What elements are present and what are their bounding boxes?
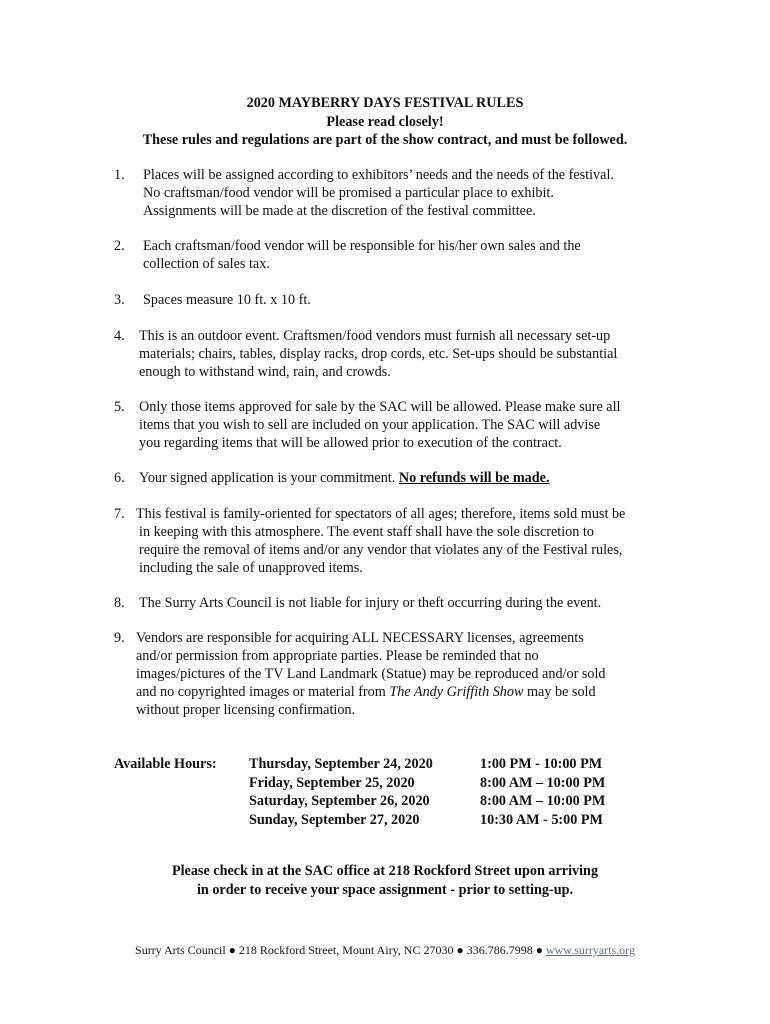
rule-number: 9.	[114, 630, 125, 646]
rule-number: 8.	[114, 595, 125, 611]
rule-line: without proper licensing confirmation.	[136, 702, 356, 718]
rule-line: you regarding items that will be allowed prior to execution of the contract.	[139, 435, 562, 451]
rule-line: No craftsman/food vendor will be promised a particular place to exhibit.	[143, 185, 554, 201]
website-link[interactable]: www.surryarts.org	[545, 943, 635, 957]
rule-line	[136, 683, 606, 701]
footer-contact: Surry Arts Council ● 218 Rockford Street, Mount Airy, NC 27030 ● 336.786.7998 ●	[135, 943, 546, 957]
rule-line: collection of sales tax.	[143, 256, 270, 272]
hours-day: Friday, September 25, 2020	[249, 774, 415, 791]
rule-line: in keeping with this atmosphere. The event staff shall have the sole discretion to	[139, 524, 594, 540]
rule-line: enough to withstand wind, rain, and crowds.	[139, 364, 391, 380]
rule-number: 3.	[114, 292, 125, 308]
contract-note: These rules and regulations are part of the show contract, and must be followed.	[142, 132, 628, 148]
hours-time: 8:00 AM – 10:00 PM	[480, 774, 606, 791]
rule-line: This is an outdoor event. Craftsmen/food vendors must furnish all necessary set-up	[139, 328, 611, 344]
rule-line: require the removal of items and/or any vendor that violates any of the Festival rules,	[139, 542, 623, 558]
hours-time: 1:00 PM - 10:00 PM	[480, 756, 603, 772]
checkin-notice	[0, 862, 770, 899]
rule-line: Spaces measure 10 ft. x 10 ft.	[143, 292, 311, 308]
rule-text: may be sold	[523, 684, 596, 700]
rule-line: This festival is family-oriented for spectators of all ages; therefore, items sold must be	[136, 506, 626, 522]
rule-number: 4.	[114, 328, 125, 344]
hours-time: 10:30 AM - 5:00 PM	[480, 811, 603, 828]
page-subtitle: Please read closely!	[326, 113, 444, 130]
rule-line: Places will be assigned according to exhibitors’ needs and the needs of the festival.	[143, 167, 614, 183]
hours-time: 8:00 AM – 10:00 PM	[480, 793, 606, 809]
rule-line: The Surry Arts Council is not liable for injury or theft occurring during the event.	[139, 595, 602, 611]
rule-number: 6.	[114, 470, 125, 486]
rule-line: Each craftsman/food vendor will be responsible for his/her own sales and the	[143, 238, 581, 254]
no-refunds-notice: No refunds will be made.	[398, 470, 550, 486]
rule-number: 5.	[114, 399, 125, 415]
page-title: 2020 MAYBERRY DAYS FESTIVAL RULES	[246, 95, 524, 111]
rule-line: and/or permission from appropriate parties. Please be reminded that no	[136, 648, 539, 664]
rule-number: 1.	[114, 167, 125, 183]
rule-line: images/pictures of the TV Land Landmark (Statue) may be reproduced and/or sold	[136, 666, 606, 682]
rule-line: materials; chairs, tables, display racks, drop cords, etc. Set-ups should be substantial	[139, 346, 618, 362]
show-title: The Andy Griffith Show	[389, 684, 524, 700]
rule-line: Your signed application is your commitment.	[139, 470, 399, 486]
footer	[0, 942, 770, 958]
hours-label: Available Hours:	[114, 756, 217, 772]
document-header	[0, 94, 770, 150]
hours-day: Sunday, September 27, 2020	[249, 811, 420, 828]
hours-day: Saturday, September 26, 2020	[249, 793, 430, 809]
hours-day: Thursday, September 24, 2020	[249, 756, 433, 772]
rule-text: and no copyrighted images or material from	[136, 684, 390, 700]
rule-number: 2.	[114, 238, 125, 254]
rule-line: Vendors are responsible for acquiring ALL NECESSARY licenses, agreements	[136, 630, 584, 646]
rule-line: Only those items approved for sale by the SAC will be allowed. Please make sure all	[139, 399, 621, 415]
rule-number: 7.	[114, 506, 125, 522]
checkin-line: Please check in at the SAC office at 218 Rockford Street upon arriving	[171, 863, 599, 879]
rule-line: Assignments will be made at the discretion of the festival committee.	[143, 203, 536, 219]
checkin-line: in order to receive your space assignment - prior to setting-up.	[196, 881, 574, 898]
rule-line: items that you wish to sell are included on your application. The SAC will advise	[139, 417, 601, 433]
rule-line: including the sale of unapproved items.	[139, 560, 363, 576]
